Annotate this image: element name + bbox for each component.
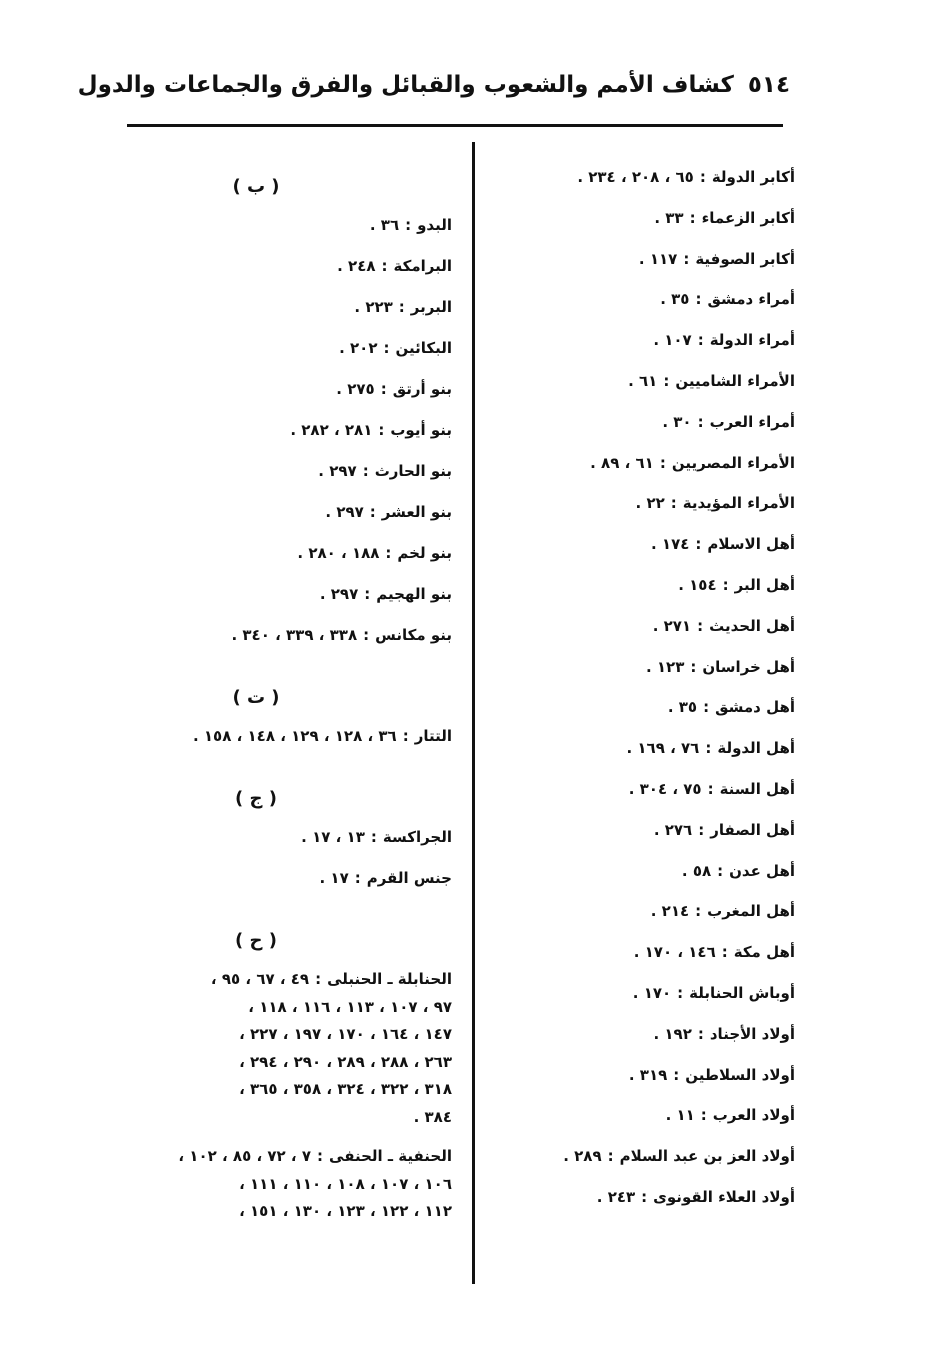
entry-name: بنو مكانس	[375, 626, 452, 644]
entry-pages: ٢٩٧ .	[318, 462, 357, 480]
index-entry: أهل عدن:٥٨ .	[681, 861, 795, 880]
entry-pages: ٣٥ .	[667, 698, 698, 717]
entry-pages: ٣٠ .	[662, 412, 692, 431]
entry-pages: ٣٦ .	[369, 216, 400, 234]
entry-name: أهل عدن	[729, 861, 795, 880]
entry-name: أهل البر	[734, 575, 795, 594]
index-entry: أهل المغرب:٢١٤ .	[650, 902, 795, 921]
index-entry: أولاد العلاء القونوى:٢٤٣ .	[596, 1187, 795, 1206]
section-heading-ba: ( ب )	[232, 176, 280, 197]
index-entry: أوباش الحنابلة:١٧٠ .	[632, 983, 795, 1002]
index-entry: أهل البر:١٥٤ .	[678, 575, 795, 594]
index-entry: بنو أرتق:٢٧٥ .	[336, 380, 452, 398]
left-column	[120, 170, 452, 1226]
entry-name: الأمراء الشاميين	[675, 371, 795, 390]
entry-name: أهل الدولة	[717, 739, 795, 758]
hanabila-entry	[120, 966, 452, 1131]
entry-pages: ٢٧٥ .	[336, 380, 375, 398]
entry-name: أكابر الصوفية	[695, 249, 795, 268]
entry-name: أوباش الحنابلة	[689, 983, 795, 1002]
entry-name: البكائين	[395, 339, 452, 357]
entry-name: أولاد العرب	[712, 1106, 795, 1125]
entry-name: بنو أيوب	[390, 421, 452, 439]
entry-name: بنو الحارث	[374, 462, 452, 480]
entry-pages: ٧٦ ، ١٦٩ .	[626, 739, 700, 758]
entry-name: أمراء الدولة	[709, 331, 795, 350]
entry-pages: ٢٧١ .	[652, 616, 692, 635]
entry-pages: ٦١ ، ٨٩ .	[590, 453, 654, 472]
entry-name: الحنفية ـ الحنفى	[329, 1147, 452, 1165]
entry-name: أكابر الزعماء	[701, 208, 795, 227]
entry-pages: ٢٩٧ .	[325, 503, 364, 521]
index-entry: الأمراء المصريين:٦١ ، ٨٩ .	[590, 453, 795, 472]
entry-name: أهل خراسان	[702, 657, 795, 676]
index-entry: أولاد الأجناد:١٩٢ .	[653, 1024, 795, 1043]
entry-name: أمراء العرب	[709, 412, 795, 431]
entry-name: الحنابلة ـ الحنبلى	[327, 970, 452, 988]
entry-pages: ٢٠٢ .	[339, 339, 378, 357]
entry-name: أمراء دمشق	[707, 290, 795, 309]
entry-name: أهل الاسلام	[707, 535, 795, 554]
entry-name: التتار	[414, 727, 452, 745]
entry-name: أهل المغرب	[707, 902, 795, 921]
entry-pages: ٢٧٦ .	[653, 820, 693, 839]
entry-pages: ٣٥ .	[660, 290, 690, 309]
index-entry: أهل خراسان:١٢٣ .	[645, 657, 795, 676]
entry-name: أهل السنة	[719, 779, 795, 798]
hanabila-first-line: الحنابلة ـ الحنبلى:٤٩ ، ٦٧ ، ٩٥ ،	[210, 970, 452, 988]
index-entry: أكابر الدولة:٦٥ ، ٢٠٨ ، ٢٣٤ .	[577, 168, 795, 186]
entry-pages: ١٧ .	[319, 869, 349, 887]
entry-name: أولاد العلاء القونوى	[653, 1187, 795, 1206]
entry-pages: ٢٢ .	[635, 494, 665, 513]
index-entry: البرامكة:٢٤٨ .	[337, 257, 452, 275]
entry-pages: ٢٤٨ .	[337, 257, 376, 275]
entry-pages: ١٤٦ ، ١٧٠ .	[633, 943, 716, 962]
index-entry: أكابر الصوفية:١١٧ .	[638, 249, 795, 268]
entry-pages: ٢١٤ .	[650, 902, 690, 921]
entry-name: بنو الهجيم	[376, 585, 452, 603]
entry-name: الجراكسة	[382, 828, 452, 846]
entry-name: الأمراء المؤيدية	[682, 494, 795, 513]
index-entry: أمراء الدولة:١٠٧ .	[653, 331, 795, 350]
index-entry: التتار:٣٦ ، ١٢٨ ، ١٢٩ ، ١٤٨ ، ١٥٨ .	[192, 727, 452, 745]
hanabila-line: ٩٧ ، ١٠٧ ، ١١٣ ، ١١٦ ، ١١٨ ،	[248, 997, 452, 1016]
entry-pages: ٢٢٣ .	[354, 298, 393, 316]
entry-name: البربر	[410, 298, 452, 316]
entry-pages: ٦١ .	[628, 371, 658, 390]
entry-pages: ١٧٠ .	[632, 983, 672, 1002]
index-entry: أمراء العرب:٣٠ .	[662, 412, 795, 431]
entry-pages: ٣١٩ .	[628, 1065, 668, 1084]
index-entry: أهل الاسلام:١٧٤ .	[651, 535, 795, 554]
index-entry: البكائين:٢٠٢ .	[339, 339, 452, 357]
entry-name: أولاد العز بن عبد السلام	[619, 1147, 795, 1166]
entry-name: الأمراء المصريين	[671, 453, 795, 472]
section-heading-jim: ( ج )	[235, 788, 277, 809]
entry-pages: ٢٤٣ .	[596, 1187, 636, 1206]
section-heading-ta: ( ت )	[232, 687, 280, 708]
section-heading-ha: ( ح )	[235, 930, 277, 951]
entry-pages: ١٩٢ .	[653, 1024, 692, 1043]
entry-pages: ١٠٧ .	[653, 331, 692, 350]
page-number: ٥١٤	[747, 72, 790, 98]
index-entry: أولاد العرب:١١ .	[665, 1106, 795, 1125]
hanabila-line: ١٤٧ ، ١٦٤ ، ١٧٠ ، ١٩٧ ، ٢٢٧ ،	[239, 1025, 452, 1043]
entry-name: أهل الحديث	[709, 616, 795, 635]
entry-name: بنو لخم	[397, 544, 452, 562]
entry-pages: ١٣ ، ١٧ .	[301, 828, 365, 846]
section-ta-entries	[120, 721, 452, 762]
index-entry: بنو لخم:١٨٨ ، ٢٨٠ .	[297, 544, 452, 562]
entry-name: أولاد السلاطين	[685, 1065, 795, 1084]
entry-pages: ٧٥ ، ٣٠٤ .	[628, 779, 702, 798]
entry-pages: ٤٩ ، ٦٧ ، ٩٥ ،	[210, 970, 310, 988]
index-entry: أولاد العز بن عبد السلام:٢٨٩ .	[563, 1147, 795, 1166]
index-entry: أهل مكة:١٤٦ ، ١٧٠ .	[633, 943, 795, 962]
entry-name: أهل مكة	[733, 943, 795, 962]
entry-pages: ١١ .	[665, 1106, 695, 1125]
hanabila-line: ٢٦٣ ، ٢٨٨ ، ٢٨٩ ، ٢٩٠ ، ٢٩٤ ،	[239, 1052, 452, 1071]
index-entry: أهل دمشق:٣٥ .	[667, 698, 795, 717]
entry-pages: ١٨٨ ، ٢٨٠ .	[297, 544, 380, 562]
hanafiya-first-line: الحنفية ـ الحنفى:٧ ، ٧٢ ، ٨٥ ، ١٠٢ ،	[178, 1147, 452, 1165]
index-entry: الجراكسة:١٣ ، ١٧ .	[301, 828, 452, 846]
right-column	[490, 162, 795, 1223]
index-entry: بنو العشر:٢٩٧ .	[325, 503, 452, 521]
entry-name: أكابر الدولة	[711, 168, 795, 186]
hanabila-line: ٣١٨ ، ٣٢٢ ، ٣٢٤ ، ٣٥٨ ، ٣٦٥ ،	[239, 1080, 452, 1098]
index-entry: أولاد السلاطين:٣١٩ .	[628, 1065, 795, 1084]
index-entry: بنو مكانس:٣٣٨ ، ٣٣٩ ، ٣٤٠ .	[231, 626, 452, 644]
entry-pages: ١١٧ .	[638, 249, 678, 268]
index-entry: البدو:٣٦ .	[369, 216, 452, 234]
entry-name: أهل الصفار	[710, 820, 795, 839]
entry-pages: ٧ ، ٧٢ ، ٨٥ ، ١٠٢ ،	[178, 1147, 312, 1165]
entry-name: البدو	[417, 216, 452, 234]
entry-name: أهل دمشق	[715, 698, 795, 717]
index-entry: أكابر الزعماء:٣٣ .	[654, 208, 795, 227]
index-entry: بنو الهجيم:٢٩٧ .	[319, 585, 452, 603]
index-entry: الأمراء الشاميين:٦١ .	[628, 371, 795, 390]
index-entry: أهل السنة:٧٥ ، ٣٠٤ .	[628, 779, 795, 798]
column-divider	[472, 142, 475, 1284]
index-entry: الأمراء المؤيدية:٢٢ .	[635, 494, 795, 513]
entry-pages: ٥٨ .	[681, 861, 712, 880]
entry-pages: ٣٣٨ ، ٣٣٩ ، ٣٤٠ .	[231, 626, 358, 644]
entry-pages: ١٢٣ .	[645, 657, 685, 676]
index-entry: جنس القرم:١٧ .	[319, 869, 452, 887]
hanafiya-line: ١١٢ ، ١٢٢ ، ١٢٣ ، ١٣٠ ، ١٥١ ،	[239, 1202, 452, 1220]
entry-pages: ١٥٤ .	[678, 575, 717, 594]
index-entry: البربر:٢٢٣ .	[354, 298, 452, 316]
header-rule	[127, 124, 783, 127]
page-title: كشاف الأمم والشعوب والقبائل والفرق والجماعات والدول	[77, 72, 734, 98]
entry-name: أولاد الأجناد	[709, 1024, 795, 1043]
entry-name: بنو أرتق	[392, 380, 452, 398]
index-entry: بنو أيوب:٢٨١ ، ٢٨٢ .	[290, 421, 452, 439]
entry-pages: ٢٨٩ .	[563, 1147, 602, 1166]
page-header	[77, 72, 790, 116]
index-entry: أهل الدولة:٧٦ ، ١٦٩ .	[626, 739, 795, 758]
entry-name: جنس القرم	[366, 869, 452, 887]
index-entry: بنو الحارث:٢٩٧ .	[318, 462, 452, 480]
entry-pages: ١٧٤ .	[651, 535, 690, 554]
entry-pages: ٣٣ .	[654, 208, 684, 227]
entry-pages: ٢٩٧ .	[319, 585, 359, 603]
index-entry: أهل الصفار:٢٧٦ .	[653, 820, 795, 839]
section-ba-entries	[120, 210, 452, 661]
entry-name: بنو العشر	[381, 503, 452, 521]
entry-pages: ٦٥ ، ٢٠٨ ، ٢٣٤ .	[577, 168, 694, 186]
entry-pages: ٣٦ ، ١٢٨ ، ١٢٩ ، ١٤٨ ، ١٥٨ .	[192, 727, 397, 745]
section-jim-entries	[120, 822, 452, 904]
index-entry: أهل الحديث:٢٧١ .	[652, 616, 795, 635]
hanafiya-entry	[120, 1143, 452, 1226]
entry-pages: ٢٨١ ، ٢٨٢ .	[290, 421, 373, 439]
hanabila-line: ٣٨٤ .	[413, 1107, 452, 1126]
index-entry: أمراء دمشق:٣٥ .	[660, 290, 795, 309]
hanafiya-line: ١٠٦ ، ١٠٧ ، ١٠٨ ، ١١٠ ، ١١١ ،	[239, 1174, 452, 1193]
entry-name: البرامكة	[393, 257, 452, 275]
